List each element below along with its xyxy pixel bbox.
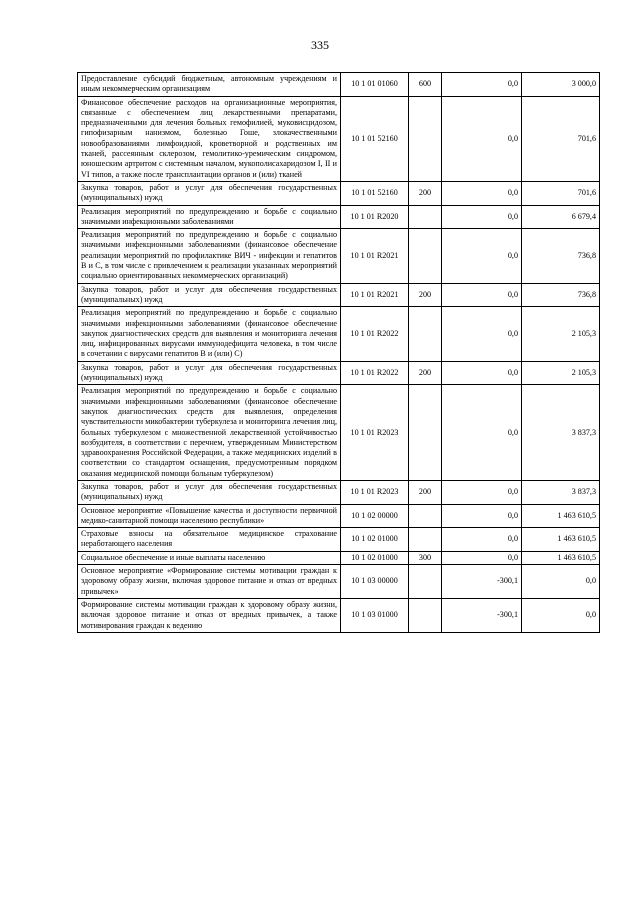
row-name-cell: Финансовое обеспечение расходов на организационные мероприятия, связанные с обеспечением лиц лекарственными препаратами, предназначенными для лечения больных гемофилией, муковисцидозом, гипофизарным нанизмом, болезнью Гоше, злокачественными новообразованиями лимфоидной, кроветворной и родственных им тканей, рассеянным склерозом, гемолитико-уремическим синдромом, юношеским артритом с системным началом, мукополисахаридозом I, II и VI типов, а также после трансплантации органов и (или) тканей <box>78 96 341 181</box>
row-amount-total-cell: 736,8 <box>522 283 600 307</box>
row-amount-change-cell: 0,0 <box>442 205 522 229</box>
row-amount-change-cell: 0,0 <box>442 283 522 307</box>
budget-table-body <box>78 73 600 633</box>
table-row <box>78 205 600 229</box>
table-row <box>78 504 600 528</box>
row-amount-total-cell: 0,0 <box>522 565 600 599</box>
table-row <box>78 385 600 481</box>
row-amount-total-cell: 736,8 <box>522 229 600 283</box>
row-amount-change-cell: 0,0 <box>442 361 522 385</box>
row-name-cell: Основное мероприятие «Повышение качества и доступности первичной медико-санитарной помощи населению республики» <box>78 504 341 528</box>
row-expense-type-cell: 200 <box>409 480 442 504</box>
table-row <box>78 73 600 97</box>
table-row <box>78 181 600 205</box>
row-target-code-cell: 10 1 01 52160 <box>341 181 409 205</box>
row-amount-change-cell: -300,1 <box>442 598 522 632</box>
table-row <box>78 551 600 564</box>
row-name-cell: Реализация мероприятий по предупреждению и борьбе с социально значимыми инфекционными заболеваниями (финансовое обеспечение реализации мероприятий по профилактике ВИЧ - инфекции и гепатитов В и С, в том числе с привлечением к реализации указанных мероприятий социально ориентированных некоммерческих организаций) <box>78 229 341 283</box>
row-amount-change-cell: 0,0 <box>442 528 522 552</box>
row-amount-change-cell: 0,0 <box>442 551 522 564</box>
row-expense-type-cell <box>409 528 442 552</box>
row-expense-type-cell <box>409 598 442 632</box>
row-expense-type-cell <box>409 96 442 181</box>
row-target-code-cell: 10 1 01 R2023 <box>341 480 409 504</box>
row-amount-total-cell: 701,6 <box>522 181 600 205</box>
row-target-code-cell: 10 1 01 01060 <box>341 73 409 97</box>
table-row <box>78 480 600 504</box>
row-name-cell: Страховые взносы на обязательное медицинское страхование неработающего населения <box>78 528 341 552</box>
page-number: 335 <box>311 38 329 52</box>
row-expense-type-cell: 600 <box>409 73 442 97</box>
row-target-code-cell: 10 1 01 R2020 <box>341 205 409 229</box>
row-amount-total-cell: 3 837,3 <box>522 385 600 481</box>
row-target-code-cell: 10 1 01 R2023 <box>341 385 409 481</box>
row-target-code-cell: 10 1 01 R2021 <box>341 283 409 307</box>
row-expense-type-cell <box>409 504 442 528</box>
row-name-cell: Закупка товаров, работ и услуг для обеспечения государственных (муниципальных) нужд <box>78 283 341 307</box>
row-amount-change-cell: 0,0 <box>442 96 522 181</box>
row-expense-type-cell <box>409 229 442 283</box>
row-target-code-cell: 10 1 01 R2022 <box>341 307 409 361</box>
table-row <box>78 229 600 283</box>
row-amount-total-cell: 2 105,3 <box>522 307 600 361</box>
row-amount-change-cell: 0,0 <box>442 181 522 205</box>
row-name-cell: Реализация мероприятий по предупреждению и борьбе с социально значимыми инфекционными заболеваниями (финансовое обеспечение закупок диагностических средств для выявления и мониторинга лечения лиц, инфицированных вирусами иммунодефицита человека, в том числе в сочетании с вирусами гепатитов В и (или) С) <box>78 307 341 361</box>
row-target-code-cell: 10 1 02 00000 <box>341 504 409 528</box>
table-row <box>78 598 600 632</box>
row-target-code-cell: 10 1 03 01000 <box>341 598 409 632</box>
row-amount-change-cell: 0,0 <box>442 229 522 283</box>
row-expense-type-cell: 200 <box>409 283 442 307</box>
row-amount-change-cell: 0,0 <box>442 385 522 481</box>
budget-table <box>77 72 600 633</box>
row-amount-total-cell: 1 463 610,5 <box>522 528 600 552</box>
row-name-cell: Основное мероприятие «Формирование системы мотивации граждан к здоровому образу жизни, включая здоровое питание и отказ от вредных привычек» <box>78 565 341 599</box>
row-amount-change-cell: -300,1 <box>442 565 522 599</box>
row-name-cell: Закупка товаров, работ и услуг для обеспечения государственных (муниципальных) нужд <box>78 361 341 385</box>
row-expense-type-cell <box>409 565 442 599</box>
row-expense-type-cell: 300 <box>409 551 442 564</box>
row-expense-type-cell: 200 <box>409 361 442 385</box>
row-target-code-cell: 10 1 03 00000 <box>341 565 409 599</box>
row-amount-total-cell: 2 105,3 <box>522 361 600 385</box>
row-target-code-cell: 10 1 01 R2021 <box>341 229 409 283</box>
table-row <box>78 361 600 385</box>
table-row <box>78 528 600 552</box>
table-row <box>78 565 600 599</box>
row-expense-type-cell <box>409 385 442 481</box>
row-amount-total-cell: 1 463 610,5 <box>522 551 600 564</box>
row-amount-change-cell: 0,0 <box>442 504 522 528</box>
row-expense-type-cell <box>409 307 442 361</box>
table-row <box>78 307 600 361</box>
row-amount-total-cell: 1 463 610,5 <box>522 504 600 528</box>
row-name-cell: Социальное обеспечение и иные выплаты населению <box>78 551 341 564</box>
row-amount-change-cell: 0,0 <box>442 73 522 97</box>
row-expense-type-cell: 200 <box>409 181 442 205</box>
row-name-cell: Закупка товаров, работ и услуг для обеспечения государственных (муниципальных) нужд <box>78 181 341 205</box>
row-amount-change-cell: 0,0 <box>442 480 522 504</box>
table-row <box>78 96 600 181</box>
row-name-cell: Предоставление субсидий бюджетным, автономным учреждениям и иным некоммерческим организациям <box>78 73 341 97</box>
row-amount-total-cell: 0,0 <box>522 598 600 632</box>
row-amount-total-cell: 701,6 <box>522 96 600 181</box>
row-amount-change-cell: 0,0 <box>442 307 522 361</box>
row-target-code-cell: 10 1 02 01000 <box>341 551 409 564</box>
row-amount-total-cell: 3 000,0 <box>522 73 600 97</box>
row-expense-type-cell <box>409 205 442 229</box>
row-target-code-cell: 10 1 01 52160 <box>341 96 409 181</box>
row-name-cell: Формирование системы мотивации граждан к здоровому образу жизни, включая здоровое питание и отказ от вредных привычек, а также мотивирования граждан к ведению <box>78 598 341 632</box>
row-name-cell: Реализация мероприятий по предупреждению и борьбе с социально значимыми инфекционными заболеваниями <box>78 205 341 229</box>
row-amount-total-cell: 3 837,3 <box>522 480 600 504</box>
row-target-code-cell: 10 1 01 R2022 <box>341 361 409 385</box>
row-name-cell: Закупка товаров, работ и услуг для обеспечения государственных (муниципальных) нужд <box>78 480 341 504</box>
row-target-code-cell: 10 1 02 01000 <box>341 528 409 552</box>
row-name-cell: Реализация мероприятий по предупреждению и борьбе с социально значимыми инфекционными заболеваниями (финансовое обеспечение закупок диагностических средств для выявления, определения чувствительности микобактерии туберкулеза и мониторинга лечения лиц, больных туберкулезом с множественной лекарственной устойчивостью возбудителя, в соответствии с перечнем, утвержденным Министерством здравоохранения Российской Федерации, а также медицинских изделий в соответствии со стандартом оснащения, предусмотренным порядком оказания медицинской помощи больным туберкулезом) <box>78 385 341 481</box>
table-row <box>78 283 600 307</box>
row-amount-total-cell: 6 679,4 <box>522 205 600 229</box>
